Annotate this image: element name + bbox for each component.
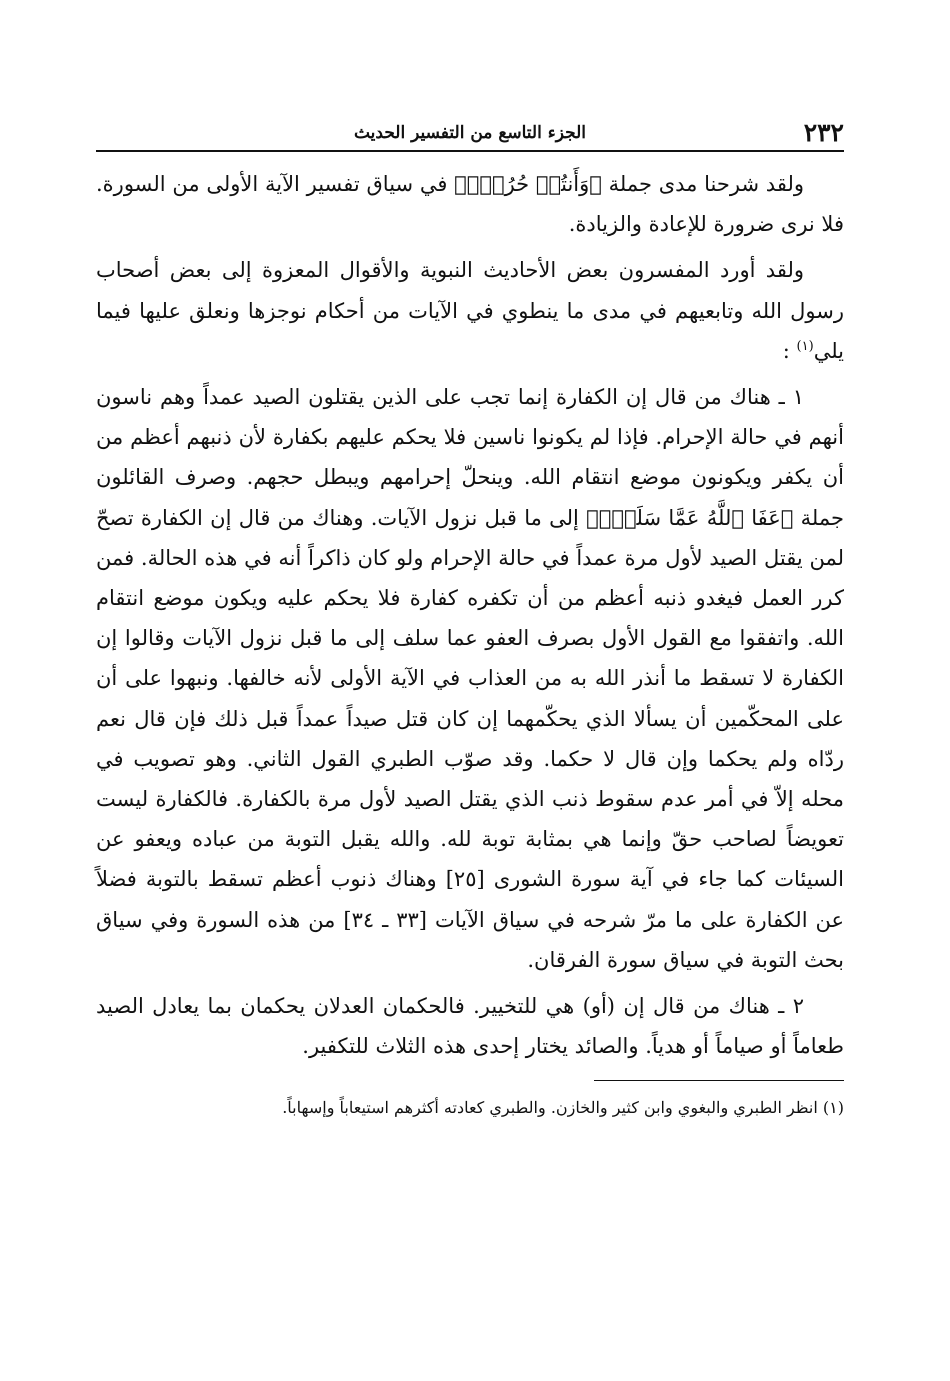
paragraph-2	[96, 250, 844, 371]
page-header	[96, 118, 844, 152]
paragraph-3-text: ١ ـ هناك من قال إن الكفارة إنما تجب على الذين يقتلون الصيد عمداً وهم ناسون أنهم في حالة الإحرام. فإذا لم يكونوا ناسين فلا يحكم عليهم بكفارة لأن ذنبهم أعظم من أن يكفر ويكونون موضع انتقام الله. وينحلّ إحرامهم ويبطل حجهم. وصرف القائلون جملة ﴿عَفَا ٱللَّهُ عَمَّا سَلَفَۚ﴾ إلى ما قبل نزول الآيات. وهناك من قال إن الكفارة تصحّ لمن يقتل الصيد لأول مرة عمداً في حالة الإحرام ولو كان ذاكراً أنه في هذه الحالة. فمن كرر العمل فيغدو ذنبه أعظم من أن تكفره كفارة فلا يحكم عليه ويكون موضع انتقام الله. واتفقوا مع القول الأول بصرف العفو عما سلف إلى ما قبل نزول الآيات وقالوا إن الكفارة لا تسقط ما أنذر الله به من العذاب في الآية الأولى لأنه خالفها. ونبهوا على أن على المحكّمين أن يسألا الذي يحكّمهما إن كان قتل صيداً عمداً قبل ذلك فإن قال نعم ردّاه ولم يحكما وإن قال لا حكما. وقد صوّب الطبري القول الثاني. وهو تصويب في محله إلاّ في أمر عدم سقوط ذنب الذي يقتل الصيد لأول مرة بالكفارة. فالكفارة ليست تعويضاً لصاحب حقّ وإنما هي بمثابة توبة لله. والله يقبل التوبة من عباده ويعفو عن السيئات كما جاء في آية سورة الشورى [٢٥] وهناك ذنوب أعظم تسقط بالتوبة فضلاً عن الكفارة على ما مرّ شرحه في سياق الآيات [٣٣ ـ ٣٤] من هذه السورة وفي سياق بحث التوبة في سياق سورة الفرقان.	[96, 385, 845, 972]
paragraph-4	[96, 986, 844, 1066]
footnote: (١) انظر الطبري والبغوي وابن كثير والخازن. والطبري كعادته أكثرهم استيعاباً وإسهاباً.	[282, 1098, 844, 1118]
page-number: ٢٣٢	[803, 118, 844, 147]
footnote-ref: (١)	[796, 338, 814, 354]
paragraph-4-text: ٢ ـ هناك من قال إن (أو) هي للتخيير. فالحكمان العدلان يحكمان بما يعادل الصيد طعاماً أو صياماً أو هدياً. والصائد يختار إحدى هذه الثلاث للتكفير.	[96, 994, 844, 1059]
paragraph-1	[96, 164, 844, 244]
book-page	[96, 118, 844, 1121]
paragraph-1-text: ولقد شرحنا مدى جملة ﴿وَأَنتُمۡ حُرُمٞۚ﴾ في سياق تفسير الآية الأولى من السورة. فلا نرى ضرورة للإعادة والزيادة.	[96, 172, 844, 237]
paragraph-2-text: ولقد أورد المفسرون بعض الأحاديث النبوية والأقوال المعزوة إلى بعض أصحاب رسول الله وتابعيهم في مدى ما ينطوي في الآيات من أحكام نوجزها ونعلق عليها فيما يلي	[96, 258, 844, 363]
body-text	[96, 164, 844, 1066]
paragraph-3	[96, 377, 844, 980]
paragraph-2-tail: :	[782, 338, 790, 363]
footnote-divider	[594, 1080, 844, 1081]
running-title: الجزء التاسع من التفسير الحديث	[353, 123, 586, 143]
